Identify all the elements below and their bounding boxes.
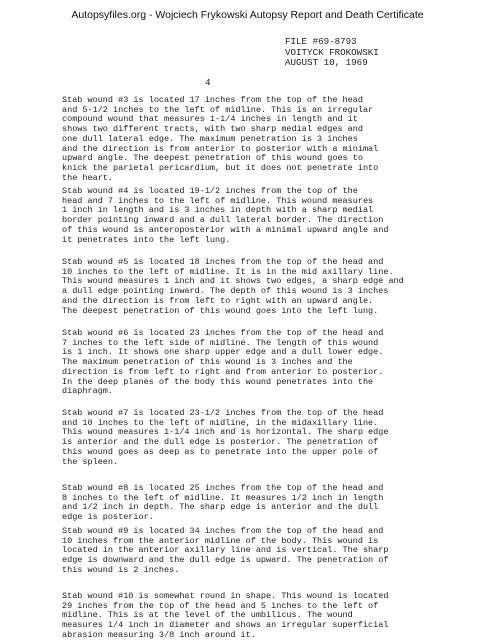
text-line: shows two different tracts, with two sharp medial edges and	[62, 124, 363, 135]
text-line: upward angle. The deepest penetration of this wound goes to	[62, 153, 363, 164]
text-line: Stab wound #6 is located 23 inches from the top of the head and	[62, 328, 384, 338]
text-line: midline. This is at the level of the umbilicus. The wound	[62, 610, 353, 621]
text-line: This wound measures 1 inch and it shows two edges, a sharp edge and	[62, 276, 404, 287]
text-line: and 10 inches to the left of midline, in the midaxillary line.	[62, 417, 379, 428]
text-line: is anterior and the dull edge is posterior. The penetration of	[62, 437, 379, 448]
text-line: this wound goes as deep as to penetrate into the upper pole of	[62, 446, 379, 457]
text-line: it penetrates into the left lung.	[62, 234, 231, 245]
stab-wound-paragraph	[62, 329, 482, 397]
site-header: Autopsyfiles.org - Wojciech Frykowski Autopsy Report and Death Certificate	[71, 9, 424, 21]
text-line: direction is from left to right and from anterior to posterior.	[62, 366, 384, 377]
text-line: This wound measures 1-1/4 inch and is horizontal. The sharp edge	[62, 427, 389, 438]
report-date: AUGUST 10, 1969	[285, 57, 368, 68]
text-line: located in the anterior axillary line and is vertical. The sharp	[62, 545, 389, 556]
text-line: compound wound that measures 1-1/4 inches in length and it	[62, 114, 358, 125]
text-line: 10 inches from the anterior midline of the body. This wound is	[62, 535, 379, 546]
text-line: and the direction is from left to right with an upward angle.	[62, 295, 374, 306]
text-line: and 5-1/2 inches to the left of midline. This is an irregular	[62, 104, 374, 115]
text-line: and the direction is from anterior to posterior with a minimal	[62, 143, 379, 154]
text-line: 7 inches to the left side of midline. The length of this wound	[62, 337, 379, 348]
file-number: FILE #69-8793	[285, 36, 357, 47]
text-line: The deepest penetration of this wound goes into the left lung.	[62, 305, 379, 316]
text-line: In the deep planes of the body this wound penetrates into the	[62, 376, 374, 387]
text-line: Stab wound #4 is located 19-1/2 inches from the top of the	[62, 186, 358, 196]
text-line: 1 inch in length and is 3 inches in depth with a sharp medial	[62, 205, 374, 216]
text-line: abrasion measuring 3/8 inch around it.	[62, 629, 256, 640]
stab-wound-paragraph	[62, 187, 482, 245]
text-line: is 1 inch. It shows one sharp upper edge and a dull lower edge.	[62, 347, 384, 358]
text-line: Stab wound #9 is located 34 inches from the top of the head and	[62, 526, 384, 536]
text-line: Stab wound #10 is somewhat round in shape. This wound is located	[62, 591, 389, 601]
page-number: 4	[205, 77, 211, 88]
text-line: and 1/2 inch in depth. The sharp edge is anterior and the dull	[62, 502, 379, 513]
text-line: this wound is 2 inches.	[62, 564, 180, 575]
text-line: edge is downward and the dull edge is upward. The penetration of	[62, 555, 389, 566]
text-line: The maximum penetration of this wound is 3 inches and the	[62, 357, 353, 368]
text-line: 8 inches to the left of midline. It measures 1/2 inch in length	[62, 492, 384, 503]
file-header	[285, 37, 379, 69]
text-line: border pointing inward and a dull lateral border. The direction	[62, 215, 384, 226]
stab-wound-paragraph	[62, 484, 482, 523]
text-line: of this wound is anteroposterior with a minimal upward angle and	[62, 224, 389, 235]
stab-wound-paragraph	[62, 527, 482, 576]
text-line: a dull edge pointing inward. The depth of this wound is 3 inches	[62, 286, 389, 297]
text-line: 29 inches from the top of the head and 5 inches to the left of	[62, 600, 379, 611]
stab-wound-paragraph	[62, 409, 482, 467]
stab-wound-paragraph	[62, 592, 482, 641]
text-line: one dull lateral edge. The maximum penetration is 3 inches	[62, 133, 358, 144]
text-line: knick the parietal pericardium, but it does not penetrate into	[62, 162, 379, 173]
text-line: the spleen.	[62, 456, 119, 467]
text-line: 10 inches to the left of midline. It is in the mid axillary line.	[62, 266, 394, 277]
stab-wound-paragraph	[62, 96, 482, 183]
text-line: edge is posterior.	[62, 512, 154, 523]
decedent-name: VOITYCK FROKOWSKI	[285, 46, 379, 58]
text-line: measures 1/4 inch in diameter and shows an irregular superficial	[62, 620, 389, 631]
stab-wound-paragraph	[62, 258, 482, 316]
text-line: head and 7 inches to the left of midline. This wound measures	[62, 195, 374, 206]
text-line: Stab wound #5 is located 18 inches from the top of the head and	[62, 257, 384, 267]
text-line: diaphragm.	[62, 386, 114, 397]
text-line: Stab wound #3 is located 17 inches from the top of the head	[62, 95, 363, 105]
text-line: Stab wound #7 is located 23-1/2 inches from the top of the head	[62, 408, 384, 418]
text-line: Stab wound #8 is located 25 inches from the top of the head and	[62, 483, 384, 493]
text-line: the heart.	[62, 172, 114, 183]
